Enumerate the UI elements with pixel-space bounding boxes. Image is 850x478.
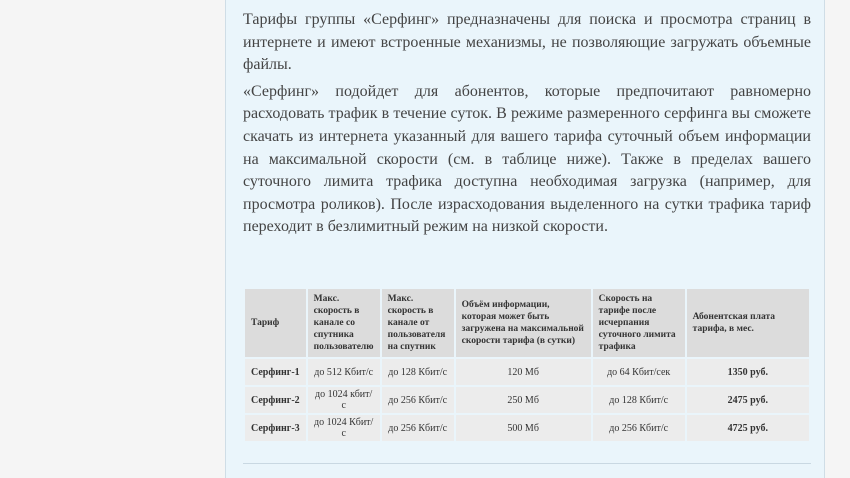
cell-uplink: до 256 Кбит/с bbox=[382, 415, 454, 441]
paragraph-details: «Серфинг» подойдет для абонентов, которые предпочитают равномерно расходовать трафик в течение суток. В режиме размеренного серфинга вы сможете скачать из интернета указанный для вашего тарифа суточный объем информации на максимальной скорости (см. в таблице ниже). Также в пределах вашего суточного лимита трафика доступна необходимая загрузка (например, для просмотра роликов). После израсходования выделенного на сутки трафика тариф переходит в безлимитный режим на низкой скорости. bbox=[243, 82, 811, 236]
cell-uplink: до 256 Кбит/с bbox=[382, 387, 454, 413]
header-speed-after-limit: Скорость на тарифе после исчерпания суточного лимита трафика bbox=[593, 289, 685, 357]
cell-fee: 2475 руб. bbox=[687, 387, 809, 413]
cell-after-limit: до 256 Кбит/с bbox=[593, 415, 685, 441]
cell-tariff: Серфинг-2 bbox=[245, 387, 306, 413]
cell-uplink: до 128 Кбит/с bbox=[382, 359, 454, 385]
cell-downlink: до 512 Кбит/с bbox=[308, 359, 380, 385]
cell-tariff: Серфинг-3 bbox=[245, 415, 306, 441]
cell-after-limit: до 64 Кбит/сек bbox=[593, 359, 685, 385]
cell-downlink: до 1024 Кбит/с bbox=[308, 415, 380, 441]
tariff-table-wrapper bbox=[243, 287, 811, 443]
table-row bbox=[245, 415, 809, 441]
table-header-row bbox=[245, 289, 809, 357]
cell-tariff: Серфинг-1 bbox=[245, 359, 306, 385]
cell-after-limit: до 128 Кбит/с bbox=[593, 387, 685, 413]
cell-volume: 500 Мб bbox=[456, 415, 591, 441]
header-daily-volume: Объём информации, которая может быть загружена на максимальной скорости тарифа (в сутки) bbox=[456, 289, 591, 357]
cell-fee: 4725 руб. bbox=[687, 415, 809, 441]
content-panel bbox=[225, 0, 825, 478]
table-row bbox=[245, 387, 809, 413]
paragraph-intro: Тарифы группы «Серфинг» предназначены для поиска и просмотра страниц в интернете и имеют встроенные механизмы, не позволяющие загружать объемные файлы. bbox=[243, 11, 811, 74]
header-downlink-speed: Макс. скорость в канале со спутника пользователю bbox=[308, 289, 380, 357]
header-tariff: Тариф bbox=[245, 289, 306, 357]
header-monthly-fee: Абонентская плата тарифа, в мес. bbox=[687, 289, 809, 357]
article-text bbox=[243, 9, 811, 243]
divider bbox=[243, 463, 811, 464]
table-row bbox=[245, 359, 809, 385]
cell-downlink: до 1024 кбит/с bbox=[308, 387, 380, 413]
tariff-table bbox=[243, 287, 811, 443]
cell-fee: 1350 руб. bbox=[687, 359, 809, 385]
cell-volume: 120 Мб bbox=[456, 359, 591, 385]
cell-volume: 250 Мб bbox=[456, 387, 591, 413]
header-uplink-speed: Макс. скорость в канале от пользователя на спутник bbox=[382, 289, 454, 357]
